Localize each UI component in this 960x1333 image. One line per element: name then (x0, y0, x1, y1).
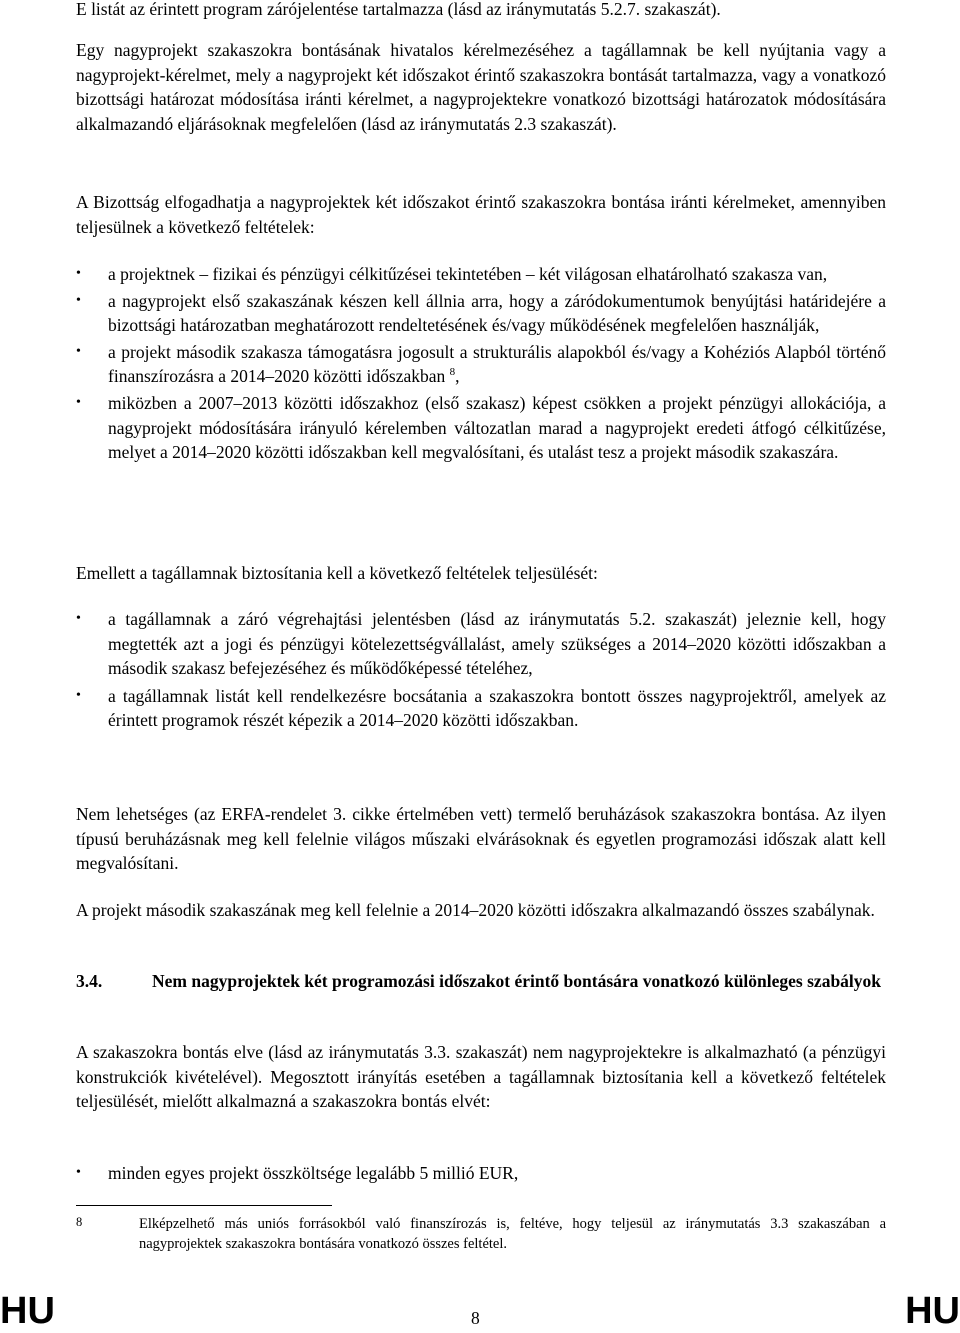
bullet-icon: • (76, 292, 81, 308)
bullet-icon: • (76, 1165, 81, 1180)
bullet-icon: • (76, 687, 81, 703)
list-item-text: miközben a 2007–2013 közötti időszakhoz (első szakasz) képest csökken a projekt pénzügyi allokációja, a nagyprojekt módosítására irányuló kérelemben változatlan marad a nagyprojekt eredeti átfogó célkitűzése, melyet a 2014–2020 közötti időszakban kell megvalósítani, és utalást tesz a projekt második szakaszára. (108, 392, 886, 463)
section-title: Nem nagyprojektek két programozási időszakot érintő bontására vonatkozó különleges szabályok (152, 971, 882, 991)
list-item-text: a tagállamnak listát kell rendelkezésre bocsátania a szakaszokra bontott összes nagyprojektről, amelyek az érintett programok részét képezik a 2014–2020 közötti időszakban. (108, 685, 886, 731)
bullet-icon: • (76, 343, 81, 359)
paragraph-application-procedure: Egy nagyprojekt szakaszokra bontásának hivatalos kérelmezéséhez a tagállamnak be kell nyújtania vagy a nagyprojekt-kérelmet, mely a nagyprojekt két időszakot érintő szakaszokra bontását tartalmazza, vagy a vonatkozó bizottsági határozat módosítása iránti kérelmet, a nagyprojektekre vonatkozó bizottsági határozatok módosítására alkalmazandó eljárásoknak megfelelően (lásd az iránymutatás 2.3 szakaszát). (76, 40, 886, 134)
footnote-text: Elképzelhető más uniós forrásokból való finanszírozás is, feltéve, hogy teljesül az iránymutatás 3.3 szakaszában a nagyprojektek szakaszokra bontására vonatkozó összes feltétel. (139, 1216, 886, 1252)
list-item-text: a projektnek – fizikai és pénzügyi célkitűzései tekintetében – két világosan elhatárolható szakasza van, (108, 264, 828, 284)
list-item-text: minden egyes projekt összköltsége legalább 5 millió EUR, (108, 1163, 519, 1183)
list-item (76, 607, 886, 681)
paragraph-productive-investments: Nem lehetséges (az ERFA-rendelet 3. cikke értelmében vett) termelő beruházások szakaszokra bontása. Az ilyen típusú beruházásnak meg kell felelnie világos műszaki elvárásoknak és egyetlen programozási időszak alatt kell megvalósítani. (76, 804, 886, 874)
list-item (76, 262, 886, 287)
list-item (76, 684, 886, 733)
intro-line: E listát az érintett program zárójelentése tartalmazza (lásd az iránymutatás 5.2.7. szakaszát). (76, 0, 721, 19)
footer-language-right: HU (905, 1290, 960, 1332)
footnote-reference[interactable]: 8 (449, 366, 456, 379)
list-item (76, 340, 886, 389)
page-number: 8 (471, 1308, 480, 1328)
paragraph-member-state-conditions: Emellett a tagállamnak biztosítania kell a következő feltételek teljesülését: (76, 563, 598, 583)
footnote-number: 8 (76, 1215, 83, 1229)
list-item-text: a nagyprojekt első szakaszának készen kell állnia arra, hogy a záródokumentumok benyújtási határidejére a bizottsági határozatban meghatározott rendeltetésének és/vagy működésének megfelelően használják, (108, 290, 886, 336)
member-state-conditions-list (76, 607, 886, 736)
list-item-text: a projekt második szakasza támogatásra jogosult a strukturális alapokból és/vagy a Kohéziós Alapból történő finanszírozásra a 2014–2020 közötti időszakban (108, 341, 886, 387)
paragraph-non-major-projects: A szakaszokra bontás elve (lásd az iránymutatás 3.3. szakaszát) nem nagyprojektekre is alkalmazható (a pénzügyi konstrukciók kivételével). Megosztott irányítás esetében a tagállamnak biztosítania kell a következő feltételek teljesülését, mielőtt alkalmazná a szakaszokra bontás elvét: (76, 1042, 886, 1112)
footnote (76, 1214, 886, 1254)
footnote-divider (76, 1205, 332, 1206)
list-item-text: a tagállamnak a záró végrehajtási jelentésben (lásd az iránymutatás 5.2. szakaszát) jeleznie kell, hogy megtették azt a jogi és pénzügyi kötelezettségvállalást, amely szükséges a 2014–2020 közötti időszakban a második szakasz befejezéséhez és működőképessé tételéhez, (108, 609, 886, 679)
section-heading (76, 969, 886, 994)
list-item (76, 391, 886, 465)
conditions-list (76, 262, 886, 467)
non-major-conditions-list (76, 1161, 886, 1186)
list-item-tail: , (455, 366, 460, 387)
list-item (76, 1161, 886, 1186)
section-number: 3.4. (76, 971, 103, 991)
bullet-icon: • (76, 394, 81, 410)
bullet-icon: • (76, 611, 81, 626)
paragraph-second-phase-rules: A projekt második szakaszának meg kell felelnie a 2014–2020 közötti időszakra alkalmazandó összes szabálynak. (76, 900, 875, 920)
bullet-icon: • (76, 266, 81, 281)
list-item (76, 289, 886, 338)
footer-language-left: HU (0, 1290, 55, 1332)
paragraph-commission-conditions: A Bizottság elfogadhatja a nagyprojektek két időszakot érintő szakaszokra bontása iránti kérelmeket, amennyiben teljesülnek a következő feltételek: (76, 192, 886, 237)
